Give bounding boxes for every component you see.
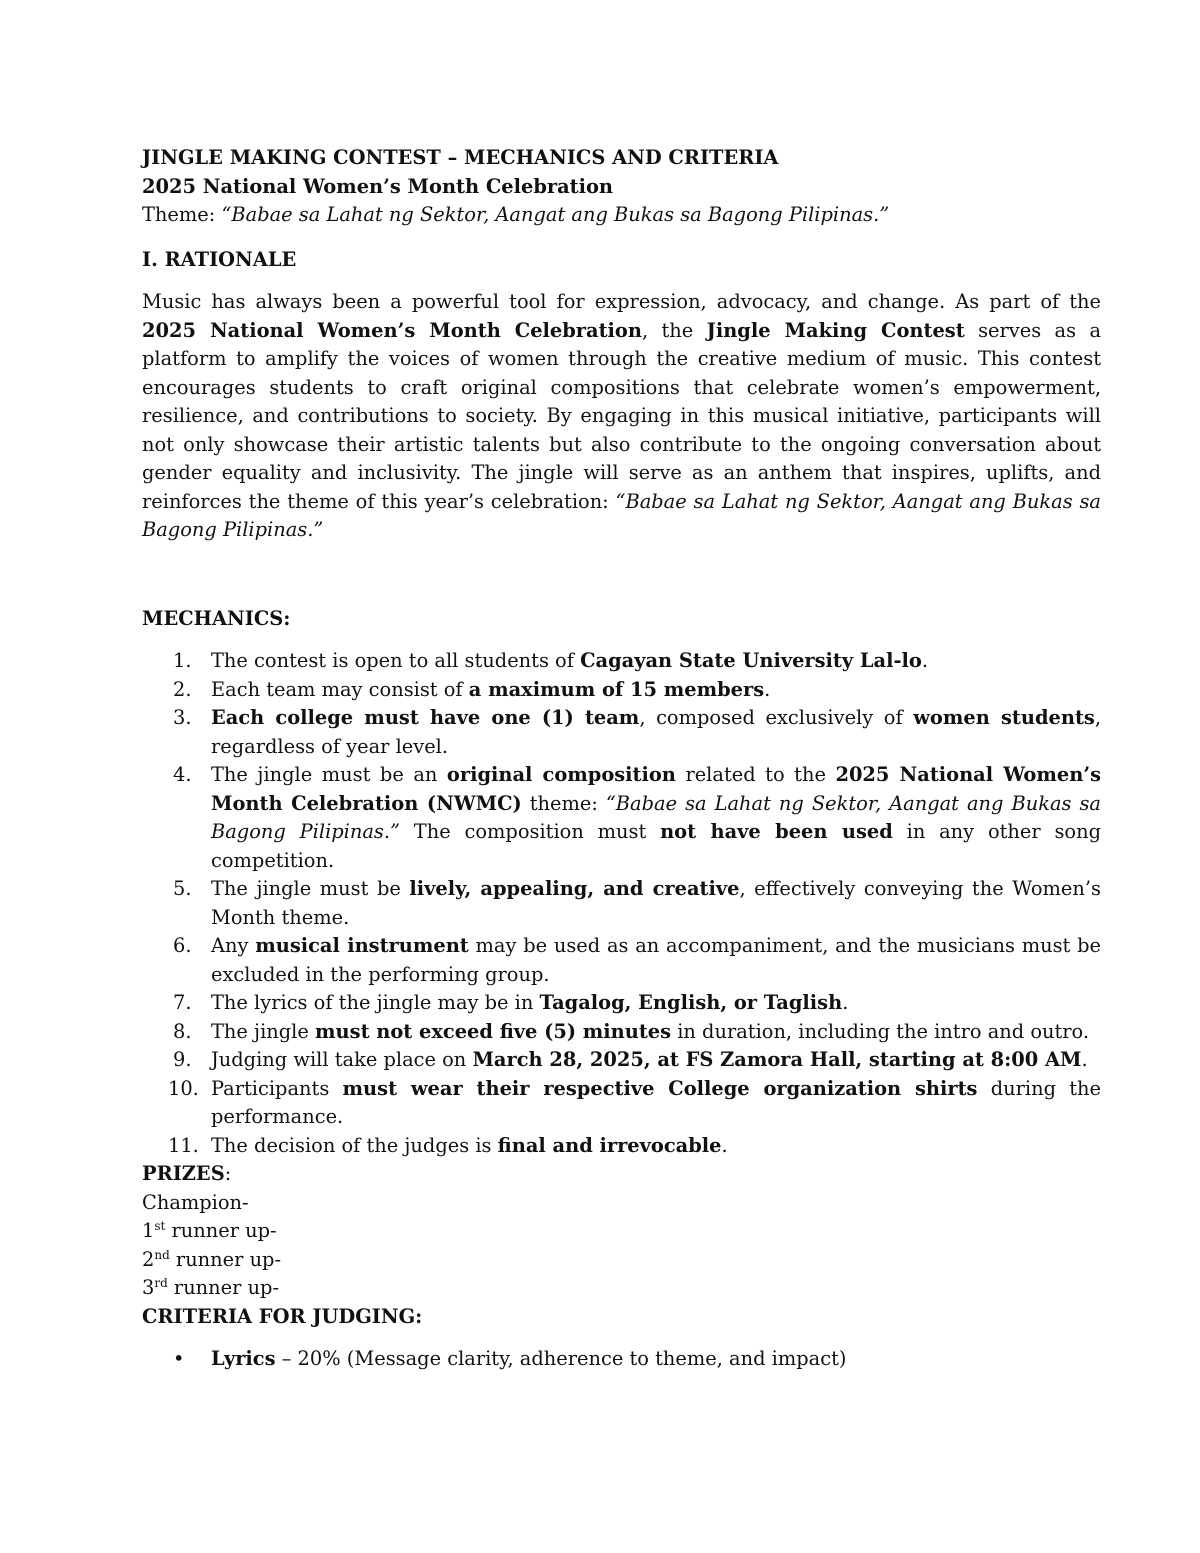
item-text: . — [764, 677, 771, 701]
list-number: 6. — [173, 934, 192, 957]
prizes-heading-text: PRIZES — [142, 1162, 225, 1185]
list-number: 4. — [173, 763, 192, 786]
item-text: , regardless of year level. — [211, 706, 1101, 758]
list-item — [142, 1046, 1101, 1075]
item-italic: “Babae sa Lahat ng Sektor, Aangat ang Bukas sa Bagong Pilipinas.” — [211, 791, 1101, 843]
list-item — [142, 676, 1101, 705]
item-bold: original composition — [446, 763, 676, 786]
item-text: Participants — [211, 1076, 343, 1100]
rationale-text: serves as a platform to amplify the voices of women through the creative medium of music. This contest encourages students to craft original compositions that celebrate women’s empowerment, resilience, and contributions to society. By engaging in this musical initiative, participants will not only showcase their artistic talents but also contribute to the ongoing conversation about gender equality and inclusivity. The jingle will serve as an anthem that inspires, uplifts, and reinforces the theme of this year’s celebration: — [142, 318, 1102, 513]
item-text: The composition must — [399, 820, 661, 843]
prize-label: runner up- — [167, 1276, 280, 1299]
prize-second-runner-up — [142, 1246, 1101, 1275]
item-bold: must not exceed five (5) minutes — [315, 1019, 672, 1043]
criteria-heading: CRITERIA FOR JUDGING: — [142, 1304, 423, 1328]
list-number: 8. — [173, 1019, 192, 1043]
prize-label: runner up- — [165, 1219, 277, 1242]
list-item — [142, 1132, 1101, 1161]
prize-rank: 1 — [142, 1219, 155, 1242]
item-bold: a maximum of 15 members — [468, 677, 765, 701]
item-bold: must wear their respective College organization shirts — [342, 1076, 978, 1100]
prizes-heading — [142, 1160, 1101, 1189]
prize-champion: Champion- — [142, 1190, 249, 1214]
item-text: The decision of the judges is — [211, 1133, 498, 1157]
item-text: Any — [211, 934, 256, 957]
item-text: The lyrics of the jingle may be in — [211, 991, 540, 1014]
prize-rank: 3 — [142, 1276, 155, 1299]
list-number: 10. — [168, 1076, 199, 1100]
item-text: may be used as an accompaniment, and the musicians must be excluded in the performing group. — [211, 934, 1101, 986]
rationale-bold: 2025 National Women’s Month Celebration — [142, 318, 642, 342]
list-item — [142, 875, 1101, 932]
item-text: The jingle must be an — [211, 763, 447, 786]
item-text: Each team may consist of — [211, 677, 469, 701]
rationale-text: , the — [641, 318, 707, 342]
prize-third-runner-up — [142, 1274, 1101, 1303]
item-text: , composed exclusively of — [639, 706, 914, 729]
bullet-icon: • — [173, 1347, 185, 1370]
item-text: The contest is open to all students of — [211, 649, 581, 672]
item-bold: not have been used — [660, 820, 893, 843]
prize-ordinal: nd — [154, 1247, 170, 1262]
list-item — [142, 704, 1101, 761]
item-bold: lively, appealing, and creative — [409, 877, 740, 900]
rationale-text: Music has always been a powerful tool for expression, advocacy, and change. As part of the — [142, 290, 1101, 313]
document-title: JINGLE MAKING CONTEST – MECHANICS AND CRITERIA — [142, 146, 779, 169]
mechanics-list — [142, 647, 1101, 1160]
rationale-theme-quote: “Babae sa Lahat ng Sektor, Aangat ang Bukas sa Bagong Pilipinas.” — [142, 489, 1101, 541]
mechanics-heading: MECHANICS: — [142, 606, 291, 630]
theme-line — [142, 201, 1101, 230]
list-item — [142, 1075, 1101, 1132]
list-number: 7. — [173, 991, 192, 1014]
list-number: 1. — [173, 649, 192, 672]
criteria-description: – 20% (Message clarity, adherence to theme, and impact) — [275, 1347, 847, 1370]
prize-first-runner-up — [142, 1217, 1101, 1246]
theme-label: Theme: — [142, 203, 222, 226]
prize-ordinal: st — [154, 1219, 166, 1233]
list-number: 5. — [173, 877, 192, 900]
prize-label: runner up- — [169, 1247, 282, 1271]
item-text: in duration, including the intro and outro. — [671, 1019, 1090, 1043]
list-item — [142, 1345, 1101, 1374]
item-bold: women students — [913, 706, 1095, 729]
item-text: Judging will take place on — [211, 1048, 473, 1071]
item-text: . — [842, 991, 849, 1014]
item-bold: Each college must have one (1) team — [211, 706, 640, 729]
item-bold: 2025 National Women’s Month Celebration (NWMC) — [211, 763, 1101, 815]
list-number: 3. — [173, 706, 192, 729]
criteria-name: Lyrics — [211, 1347, 276, 1370]
item-bold: March 28, 2025, at FS Zamora Hall, starting at 8:00 AM — [472, 1048, 1082, 1071]
list-item — [142, 761, 1101, 875]
item-text: theme: — [521, 791, 606, 815]
item-text: , effectively conveying the Women’s Month theme. — [211, 877, 1101, 929]
rationale-paragraph — [142, 288, 1101, 545]
item-text: during the performance. — [211, 1076, 1102, 1128]
item-text: The jingle must be — [211, 877, 410, 900]
item-text: . — [1081, 1048, 1088, 1071]
list-item — [142, 989, 1101, 1018]
item-text: . — [721, 1133, 728, 1157]
item-text: . — [921, 649, 928, 672]
criteria-list — [142, 1345, 1101, 1374]
item-bold: Tagalog, English, or Taglish — [539, 991, 843, 1014]
list-item — [142, 1018, 1101, 1047]
rationale-heading: I. RATIONALE — [142, 247, 297, 271]
list-number: 9. — [173, 1048, 192, 1071]
item-bold: Cagayan State University Lal-lo — [580, 649, 922, 672]
item-text: in any other song competition. — [211, 820, 1101, 872]
list-item — [142, 647, 1101, 676]
item-bold: final and irrevocable — [497, 1133, 722, 1157]
list-item — [142, 932, 1101, 989]
rationale-bold: Jingle Making Contest — [706, 318, 965, 342]
item-bold: musical instrument — [255, 934, 469, 957]
document-subtitle: 2025 National Women’s Month Celebration — [142, 174, 614, 198]
item-text: related to the — [675, 763, 836, 786]
prizes-colon: : — [224, 1162, 232, 1185]
list-number: 11. — [168, 1133, 199, 1157]
prize-ordinal: rd — [154, 1276, 168, 1290]
item-text: The jingle — [211, 1019, 316, 1043]
list-number: 2. — [173, 677, 192, 701]
theme-text: “Babae sa Lahat ng Sektor, Aangat ang Bukas sa Bagong Pilipinas.” — [221, 203, 890, 226]
prize-rank: 2 — [142, 1247, 155, 1271]
